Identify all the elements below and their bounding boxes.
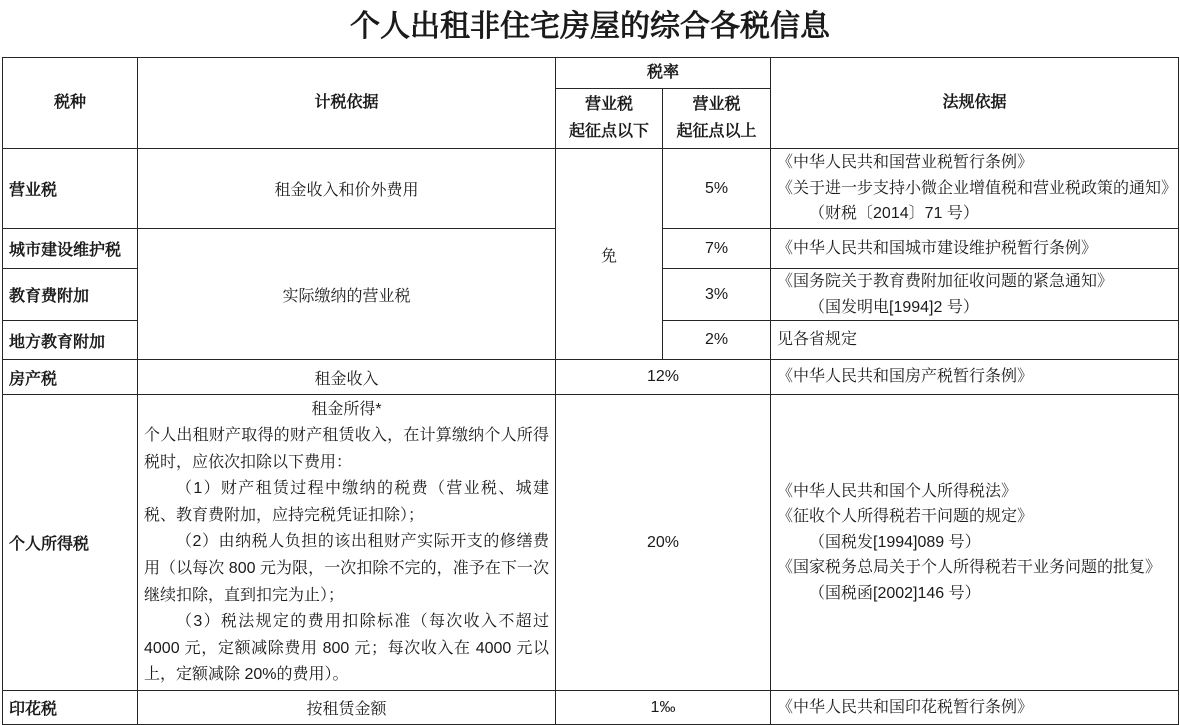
law-line: 《中华人民共和国房产税暂行条例》 xyxy=(777,368,1034,386)
header-tax-type: 税种 xyxy=(3,58,138,149)
cell-tax-basis xyxy=(138,395,556,691)
law-line: 《国家税务总局关于个人所得税若干业务问题的批复》 xyxy=(777,559,1162,577)
cell-legal-basis xyxy=(771,269,1179,321)
cell-legal-basis xyxy=(771,229,1179,269)
law-line: （国税发[1994]089 号） xyxy=(809,533,981,551)
cell-legal-basis xyxy=(771,149,1179,229)
basis-item-3: （3）税法规定的费用扣除标准（每次收入不超过 4000 元，定额减除费用 800 元；每次收入在 4000 元以上，定额减除 20%的费用）。 xyxy=(144,613,549,684)
cell-legal-basis xyxy=(771,691,1179,725)
law-line: 《中华人民共和国营业税暂行条例》 xyxy=(777,154,1034,172)
law-line: （国税函[2002]146 号） xyxy=(809,585,981,603)
cell-legal-basis xyxy=(771,321,1179,360)
header-rate-below-line1: 营业税 xyxy=(584,96,633,114)
basis-subtitle: 租金所得* xyxy=(311,400,382,418)
cell-rate-above: 3% xyxy=(663,269,771,321)
cell-tax-basis: 实际缴纳的营业税 xyxy=(138,229,556,360)
header-rate-above-threshold xyxy=(663,89,771,149)
law-line: 《中华人民共和国城市建设维护税暂行条例》 xyxy=(777,239,1098,257)
header-rate-below-threshold xyxy=(556,89,663,149)
cell-tax-name: 个人所得税 xyxy=(3,395,138,691)
cell-rate-combined: 1‰ xyxy=(556,691,771,725)
cell-tax-name: 城市建设维护税 xyxy=(3,229,138,269)
header-row-main xyxy=(3,58,1179,89)
header-rate-above-line1: 营业税 xyxy=(692,96,741,114)
header-legal-basis: 法规依据 xyxy=(771,58,1179,149)
basis-item-2: （2）由纳税人负担的该出租财产实际开支的修缮费用（以每次 800 元为限，一次扣除不完的，准予在下一次继续扣除，直到扣完为止）； xyxy=(144,533,549,604)
cell-tax-name: 地方教育附加 xyxy=(3,321,138,360)
cell-rate-combined: 12% xyxy=(556,360,771,395)
law-line: 《中华人民共和国个人所得税法》 xyxy=(777,482,1018,500)
cell-rate-above: 7% xyxy=(663,229,771,269)
cell-tax-basis: 租金收入 xyxy=(138,360,556,395)
cell-legal-basis xyxy=(771,360,1179,395)
law-line: 见各省规定 xyxy=(777,331,858,349)
cell-tax-name: 印花税 xyxy=(3,691,138,725)
header-tax-rate: 税率 xyxy=(556,58,771,89)
cell-tax-name: 营业税 xyxy=(3,149,138,229)
page-title: 个人出租非住宅房屋的综合各税信息 xyxy=(350,10,830,43)
law-line: 《中华人民共和国印花税暂行条例》 xyxy=(777,698,1034,716)
cell-legal-basis xyxy=(771,395,1179,691)
law-line: 《关于进一步支持小微企业增值税和营业税政策的通知》 xyxy=(777,179,1178,197)
row-business-tax xyxy=(3,149,1179,229)
law-line: （国发明电[1994]2 号） xyxy=(809,298,979,316)
cell-rate-above: 2% xyxy=(663,321,771,360)
header-rate-above-line2: 起征点以上 xyxy=(676,122,757,140)
header-rate-below-line2: 起征点以下 xyxy=(568,122,649,140)
row-individual-income-tax xyxy=(3,395,1179,691)
law-line: 《国务院关于教育费附加征收问题的紧急通知》 xyxy=(777,273,1114,290)
cell-tax-basis: 按租赁金额 xyxy=(138,691,556,725)
law-line: （财税〔2014〕71 号） xyxy=(809,205,979,223)
basis-item-1: （1）财产租赁过程中缴纳的税费（营业税、城建税、教育费附加，应持完税凭证扣除）； xyxy=(144,480,549,524)
header-tax-basis: 计税依据 xyxy=(138,58,556,149)
cell-tax-name: 教育费附加 xyxy=(3,269,138,321)
row-property-tax xyxy=(3,360,1179,395)
tax-info-table xyxy=(2,57,1179,725)
row-stamp-tax xyxy=(3,691,1179,725)
cell-rate-exempt: 免 xyxy=(556,149,663,360)
law-line: 《征收个人所得税若干问题的规定》 xyxy=(777,508,1034,526)
cell-tax-basis: 租金收入和价外费用 xyxy=(138,149,556,229)
basis-intro: 个人出租财产取得的财产租赁收入，在计算缴纳个人所得税时，应依次扣除以下费用： xyxy=(144,427,549,471)
cell-rate-above: 5% xyxy=(663,149,771,229)
cell-tax-name: 房产税 xyxy=(3,360,138,395)
cell-rate-combined: 20% xyxy=(556,395,771,691)
